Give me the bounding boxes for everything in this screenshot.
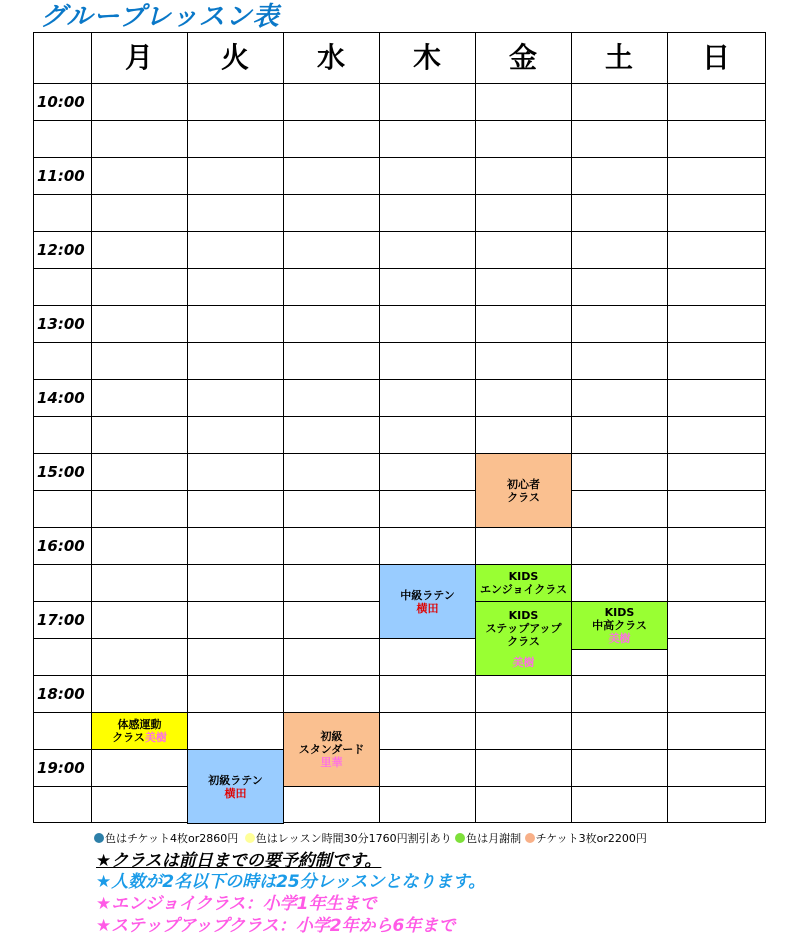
legend-item: 色は月謝制 [466, 832, 522, 845]
time-label: 11:00 [37, 167, 85, 185]
grid-line [34, 527, 765, 528]
grid-line [283, 33, 284, 822]
lesson-name: KIDS [508, 570, 539, 583]
lesson-name: 中級ラテン [400, 588, 455, 602]
lesson-shoshinsha[interactable] [475, 453, 572, 528]
legend-item: 色はチケット4枚or2860円 [105, 832, 239, 845]
day-header-sun: 日 [701, 41, 730, 74]
time-label: 15:00 [37, 463, 85, 481]
orange-dot-icon [525, 833, 535, 843]
lesson-name: クラス [507, 490, 540, 504]
note-enjoy-class: ★エンジョイクラス：小学1年生まで [96, 894, 377, 914]
day-header-mon: 月 [124, 41, 153, 74]
lesson-timetable [33, 32, 766, 823]
instructor-name: 横田 [416, 601, 439, 615]
grid-line [34, 342, 765, 343]
legend-item: チケット3枚or2200円 [535, 832, 647, 845]
lesson-name: KIDS [604, 606, 635, 619]
grid-line [34, 786, 765, 787]
grid-line [34, 83, 765, 84]
time-label: 19:00 [37, 759, 85, 777]
day-header-wed: 水 [316, 41, 345, 74]
grid-line [34, 490, 765, 491]
lesson-name: 初級ラテン [208, 773, 263, 787]
grid-line [667, 33, 668, 822]
lesson-name: クラス [112, 731, 145, 744]
grid-line [571, 33, 572, 822]
legend-item: 色はレッスン時間30分1760円割引あり [255, 832, 452, 845]
lesson-name: ステップアップ [485, 621, 562, 635]
lesson-taikan-undo[interactable] [91, 712, 188, 750]
lesson-name: スタンダード [298, 743, 365, 756]
note-reservation: ★クラスは前日までの要予約制です。 [96, 851, 382, 871]
lesson-name: KIDS [508, 608, 539, 622]
lesson-name: 体感運動 [117, 718, 162, 731]
grid-line [34, 379, 765, 380]
lesson-name: 中高クラス [592, 619, 647, 632]
grid-line [34, 157, 765, 158]
grid-line [475, 33, 476, 822]
day-header-fri: 金 [508, 41, 537, 74]
lesson-name: 初級 [320, 730, 343, 743]
grid-line [34, 416, 765, 417]
instructor-name: 美樹 [144, 731, 167, 744]
instructor-name: 里華 [320, 756, 343, 769]
lesson-chukyu-latin[interactable] [379, 564, 476, 639]
time-label: 12:00 [37, 241, 85, 259]
time-label: 10:00 [37, 93, 85, 111]
lesson-kids-enjoy[interactable] [475, 564, 572, 602]
lesson-name: クラス [507, 634, 540, 648]
note-short-lesson: ★人数が2名以下の時は25分レッスンとなります。 [96, 872, 486, 892]
note-stepup-class: ★ステップアップクラス：小学2年から6年まで [96, 916, 456, 936]
day-header-tue: 火 [220, 41, 249, 74]
yellow-dot-icon [245, 833, 255, 843]
grid-line [34, 194, 765, 195]
time-label: 18:00 [37, 685, 85, 703]
day-header-thu: 木 [412, 41, 441, 74]
grid-line [187, 33, 188, 822]
grid-line [34, 120, 765, 121]
lesson-name: エンジョイクラス [480, 583, 567, 596]
lesson-kids-chuko[interactable] [571, 601, 668, 650]
instructor-name: 美樹 [608, 632, 631, 645]
grid-line [379, 33, 380, 822]
page-title: グループレッスン表 [40, 2, 280, 32]
grid-line [91, 33, 92, 822]
instructor-name: 横田 [224, 786, 247, 800]
grid-line [34, 305, 765, 306]
lesson-kids-stepup[interactable] [475, 601, 572, 676]
time-label: 16:00 [37, 537, 85, 555]
day-header-sat: 土 [604, 41, 633, 74]
instructor-name: 美樹 [512, 655, 535, 669]
blue-dot-icon [94, 833, 104, 843]
lesson-shokyu-standard[interactable] [283, 712, 380, 787]
lesson-shokyu-latin[interactable] [187, 749, 284, 824]
color-legend [94, 832, 647, 846]
grid-line [34, 231, 765, 232]
time-label: 13:00 [37, 315, 85, 333]
time-label: 14:00 [37, 389, 85, 407]
lesson-name: 初心者 [507, 477, 540, 491]
grid-line [34, 453, 765, 454]
grid-line [34, 268, 765, 269]
time-label: 17:00 [37, 611, 85, 629]
green-dot-icon [455, 833, 465, 843]
grid-line [34, 675, 765, 676]
